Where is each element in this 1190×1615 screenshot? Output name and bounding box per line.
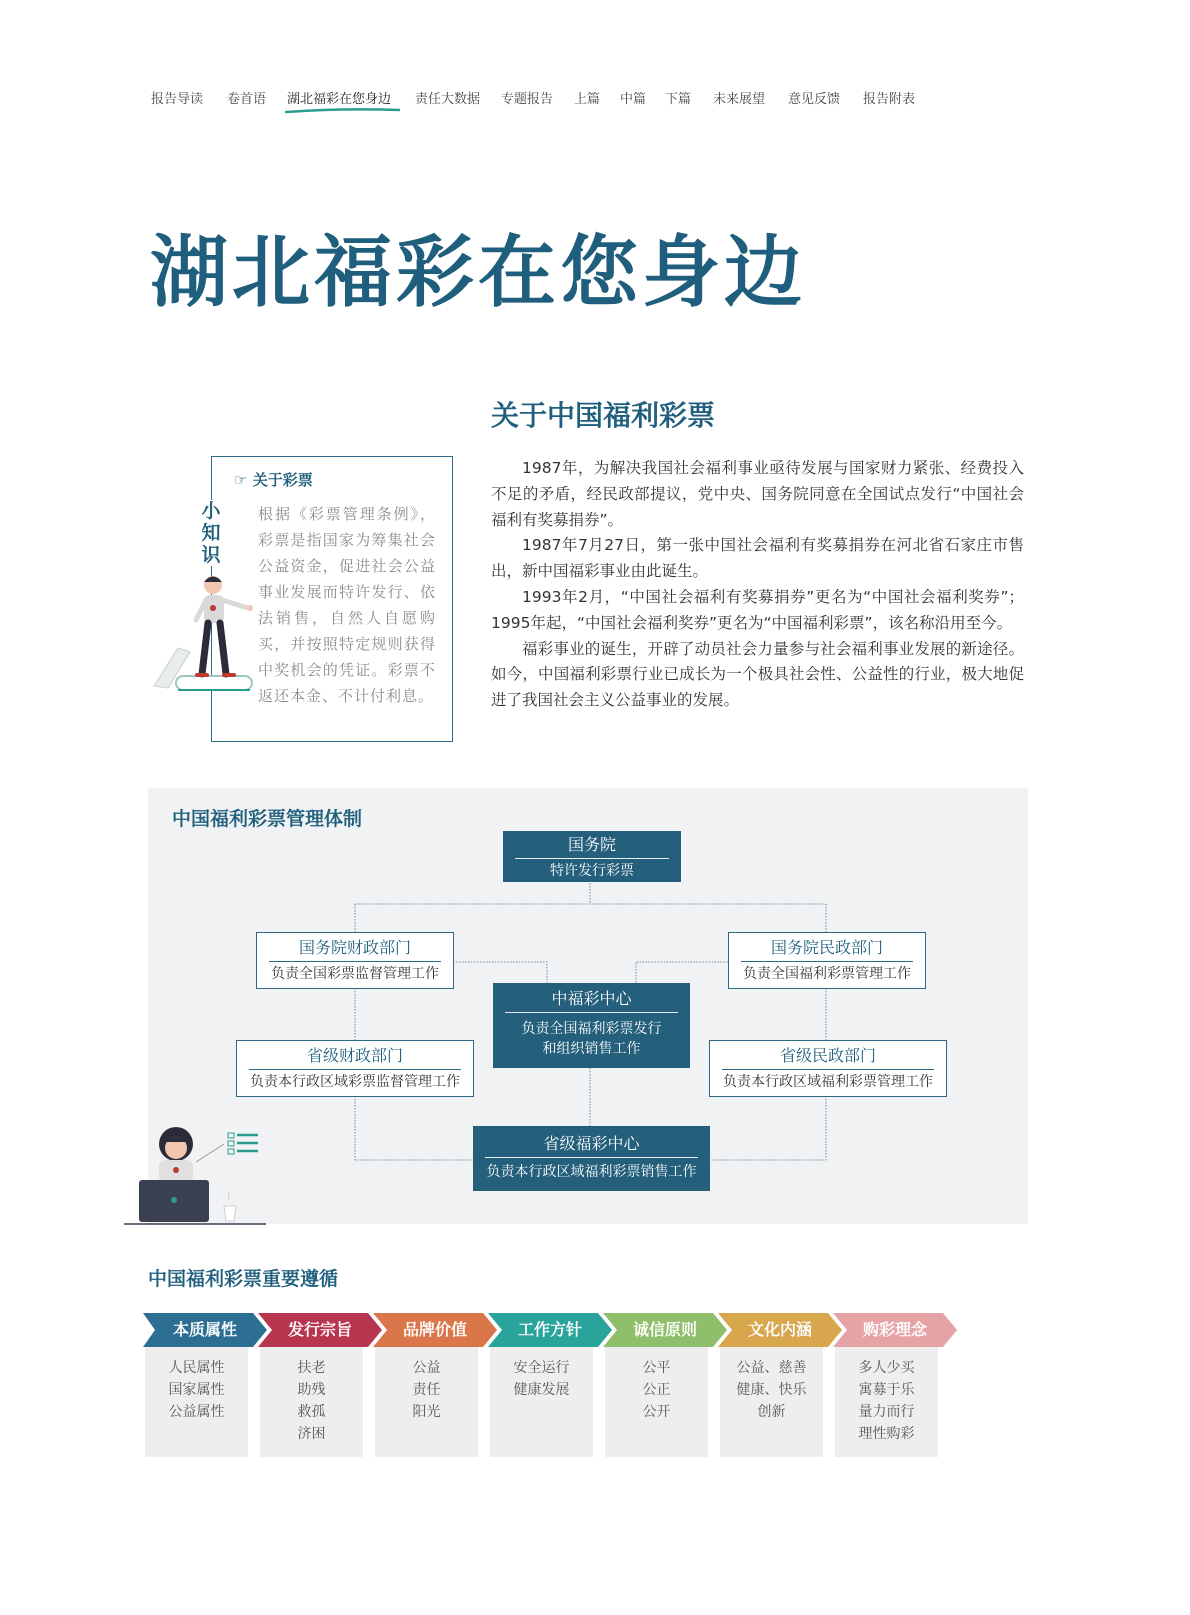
page-title: 湖北福彩在您身边 xyxy=(150,228,807,318)
about-paragraph: 1987年7月27日，第一张中国社会福利有奖募捐券在河北省石家庄市售出，新中国福彩事业由此诞生。 xyxy=(491,536,1024,581)
principle-item: 救孤 xyxy=(297,1404,326,1420)
principle-label: 购彩理念 xyxy=(862,1320,927,1339)
nav-item-guide[interactable]: 报告导读 xyxy=(151,92,204,107)
principle-chevron xyxy=(373,1313,497,1347)
principle-card xyxy=(605,1347,708,1457)
nav-item-outlook[interactable]: 未来展望 xyxy=(713,92,766,107)
person-illustration xyxy=(150,568,258,696)
principle-item: 创新 xyxy=(757,1404,786,1420)
principle-item: 阳光 xyxy=(412,1404,441,1420)
principle-item: 公益、慈善 xyxy=(736,1360,807,1376)
principle-item: 济困 xyxy=(297,1426,326,1442)
nav-item-feedback[interactable]: 意见反馈 xyxy=(788,92,841,107)
principle-item: 安全运行 xyxy=(513,1360,570,1376)
principle-item: 助残 xyxy=(297,1382,326,1398)
org-node-prov-civil: 省级民政部门 负责本行政区域福利彩票管理工作 xyxy=(709,1040,947,1097)
principle-label: 发行宗旨 xyxy=(287,1320,352,1339)
nav-item-appendix[interactable]: 报告附表 xyxy=(863,92,916,107)
principle-item: 健康、快乐 xyxy=(736,1382,807,1398)
knowledge-heading: ☞ 关于彩票 xyxy=(234,471,313,489)
principle-card xyxy=(720,1347,823,1457)
nav-active-underline xyxy=(285,108,400,114)
principle-chevron xyxy=(488,1313,612,1347)
nav-item-special-report[interactable]: 专题报告 xyxy=(501,92,554,107)
org-node-civil-dept: 国务院民政部门 负责全国福利彩票管理工作 xyxy=(728,932,926,989)
principle-label: 文化内涵 xyxy=(747,1320,812,1339)
about-body xyxy=(491,456,1024,714)
principle-item: 多人少买 xyxy=(858,1360,915,1376)
pointing-hand-icon: ☞ xyxy=(234,471,248,489)
principle-item: 扶老 xyxy=(297,1360,326,1376)
nav-item-part-two[interactable]: 中篇 xyxy=(620,92,647,107)
nav-item-hubei-lottery[interactable]: 湖北福彩在您身边 xyxy=(287,92,392,107)
principle-item: 公平 xyxy=(642,1360,671,1376)
about-paragraph: 1993年2月，“中国社会福利有奖募捐券”更名为“中国社会福利奖券”；1995年起，“中国社会福利奖券”更名为“中国福利彩票”，该名称沿用至今。 xyxy=(491,587,1024,632)
principle-item: 公益属性 xyxy=(168,1404,225,1420)
principles-title: 中国福利彩票重要遵循 xyxy=(148,1268,339,1290)
about-title: 关于中国福利彩票 xyxy=(491,399,716,432)
principle-card xyxy=(260,1347,363,1457)
principle-label: 本质属性 xyxy=(172,1320,237,1339)
nav-item-part-three[interactable]: 下篇 xyxy=(665,92,692,107)
management-title: 中国福利彩票管理体制 xyxy=(172,808,363,830)
principle-label: 工作方针 xyxy=(517,1320,582,1339)
principle-chevron xyxy=(258,1313,382,1347)
principle-item: 公正 xyxy=(642,1382,671,1398)
about-paragraph: 福彩事业的诞生，开辟了动员社会力量参与社会福利事业发展的新途径。如今，中国福利彩票行业已成长为一个极具社会性、公益性的行业，极大地促进了我国社会主义公益事业的发展。 xyxy=(491,639,1024,710)
principle-chevron xyxy=(833,1313,957,1347)
nav-item-part-one[interactable]: 上篇 xyxy=(574,92,601,107)
laptop-person-illustration xyxy=(124,1124,274,1226)
principle-item: 公开 xyxy=(642,1404,671,1420)
principle-item: 国家属性 xyxy=(168,1382,225,1398)
about-paragraph: 1987年，为解决我国社会福利事业亟待发展与国家财力紧张、经费投入不足的矛盾，经民政部提议，党中央、国务院同意在全国试点发行“中国社会福利有奖募捐券”。 xyxy=(491,459,1024,529)
principle-item: 理性购彩 xyxy=(858,1426,915,1442)
knowledge-side-label: 小 知 识 xyxy=(201,500,221,566)
principle-chevron xyxy=(718,1313,842,1347)
org-node-state-council: 国务院 特许发行彩票 xyxy=(503,831,681,882)
nav-item-big-data[interactable]: 责任大数据 xyxy=(415,92,481,107)
org-node-cwl-center: 中福彩中心 负责全国福利彩票发行 和组织销售工作 xyxy=(493,983,690,1068)
principle-item: 责任 xyxy=(412,1382,441,1398)
principle-label: 诚信原则 xyxy=(632,1320,697,1339)
principle-label: 品牌价值 xyxy=(402,1320,467,1339)
nav-item-preface[interactable]: 卷首语 xyxy=(227,92,267,107)
org-node-finance-dept: 国务院财政部门 负责全国彩票监督管理工作 xyxy=(256,932,454,989)
principle-item: 寓募于乐 xyxy=(858,1382,915,1398)
principle-chevron xyxy=(143,1313,267,1347)
org-node-prov-finance: 省级财政部门 负责本行政区域彩票监督管理工作 xyxy=(236,1040,474,1097)
principle-item: 量力而行 xyxy=(858,1404,915,1420)
knowledge-text: 根据《彩票管理条例》，彩票是指国家为筹集社会公益资金，促进社会公益事业发展而特许发行、依法销售，自然人自愿购买，并按照特定规则获得中奖机会的凭证。彩票不返还本金、不计付利息。 xyxy=(258,505,436,705)
principle-item: 公益 xyxy=(412,1360,441,1376)
principle-chevron xyxy=(603,1313,727,1347)
org-node-prov-center: 省级福彩中心 负责本行政区域福利彩票销售工作 xyxy=(473,1126,710,1191)
principle-card xyxy=(835,1347,938,1457)
principle-item: 人民属性 xyxy=(168,1360,225,1376)
principle-card xyxy=(145,1347,248,1457)
principle-card xyxy=(490,1347,593,1457)
principle-card xyxy=(375,1347,478,1457)
principle-item: 健康发展 xyxy=(513,1382,570,1398)
